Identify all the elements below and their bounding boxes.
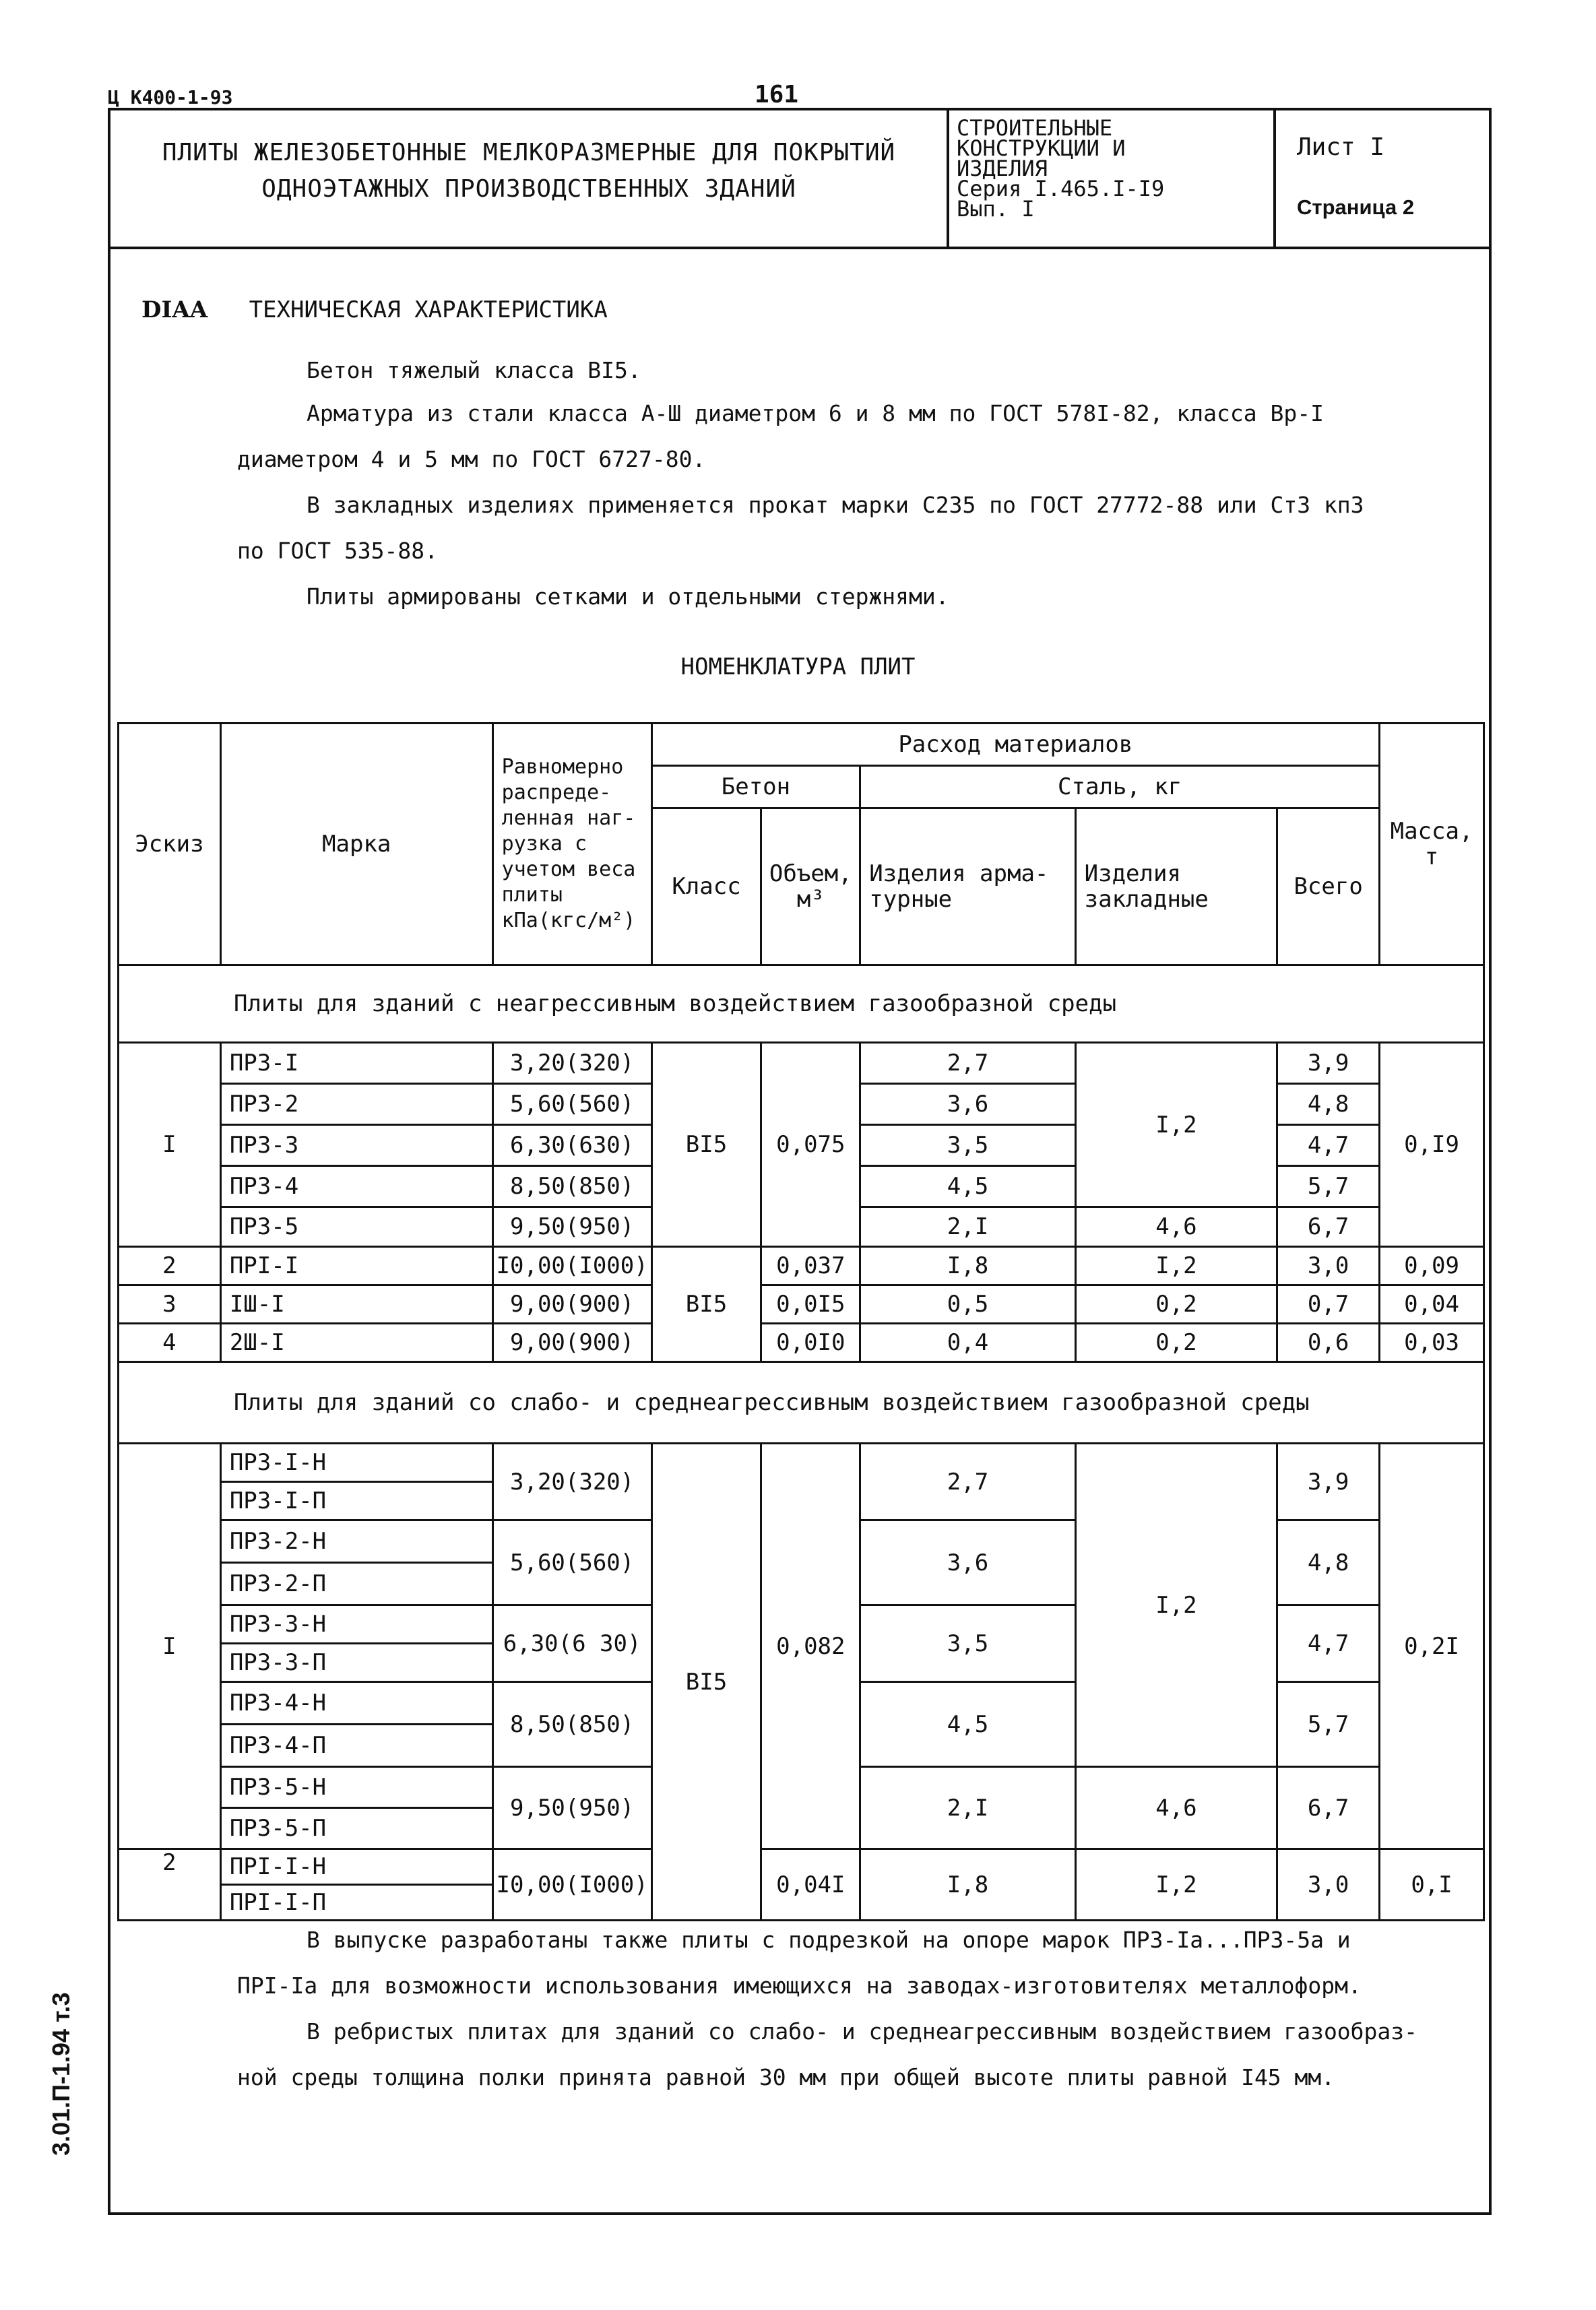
cell-obem: 0,082 bbox=[761, 1444, 860, 1849]
cell-klass: BI5 bbox=[651, 1247, 761, 1362]
cell-marka: ПР3-I-Н bbox=[220, 1444, 492, 1482]
cell-marka: ПРI-I-Н bbox=[220, 1849, 492, 1885]
cell-arm: I,8 bbox=[860, 1849, 1075, 1921]
cell-zakl: 4,6 bbox=[1075, 1767, 1277, 1849]
cell-massa: 0,2I bbox=[1380, 1444, 1484, 1849]
col-rashod: Расход материалов bbox=[651, 724, 1379, 766]
cell-marka: ПР3-5-Н bbox=[220, 1767, 492, 1808]
title-line: ПЛИТЫ ЖЕЛЕЗОБЕТОННЫЕ МЕЛКОРАЗМЕРНЫЕ ДЛЯ ПОКРЫТИЙ bbox=[162, 139, 896, 166]
cell-marka: ПР3-3 bbox=[220, 1125, 492, 1166]
cell-load: 8,50(850) bbox=[492, 1682, 651, 1767]
sheet-label: Лист I bbox=[1297, 133, 1385, 161]
col-vsego: Всего bbox=[1277, 808, 1380, 965]
cell-load: I0,00(I000) bbox=[492, 1849, 651, 1921]
section-title: ТЕХНИЧЕСКАЯ ХАРАКТЕРИСТИКА bbox=[249, 296, 608, 323]
nomenclature-table bbox=[117, 722, 1485, 1921]
footnote: ной среды толщина полки принята равной 30 мм при общей высоте плиты равной I45 мм. bbox=[237, 2064, 1335, 2090]
cell-obem: 0,075 bbox=[761, 1043, 860, 1247]
paragraph: диаметром 4 и 5 мм по ГОСТ 6727-80. bbox=[237, 446, 706, 472]
col-arm: Изделия арма-турные bbox=[860, 808, 1075, 965]
side-code: 3.01.П-1.94 т.3 bbox=[47, 1992, 75, 2156]
cell-massa: 0,I bbox=[1380, 1849, 1484, 1921]
cell-massa: 0,09 bbox=[1380, 1247, 1484, 1285]
series-line: КОНСТРУКЦИИ И bbox=[957, 135, 1126, 161]
col-marka: Марка bbox=[220, 724, 492, 965]
cell-load: 9,50(950) bbox=[492, 1207, 651, 1247]
cell-load: 5,60(560) bbox=[492, 1520, 651, 1605]
cell-arm: 4,5 bbox=[860, 1166, 1075, 1207]
col-klass: Класс bbox=[651, 808, 761, 965]
cell-zakl: I,2 bbox=[1075, 1849, 1277, 1921]
cell-obem: 0,0I0 bbox=[761, 1324, 860, 1362]
cell-load: 6,30(6 30) bbox=[492, 1605, 651, 1682]
cell-klass: BI5 bbox=[651, 1444, 761, 1921]
cell-massa: 0,I9 bbox=[1380, 1043, 1484, 1247]
title-divider bbox=[947, 108, 949, 249]
col-obem: Объем, м³ bbox=[761, 808, 860, 965]
cell-load: 3,20(320) bbox=[492, 1043, 651, 1084]
cell-vsego: 3,9 bbox=[1277, 1444, 1380, 1520]
table-row bbox=[119, 1285, 1484, 1324]
cell-zakl: I,2 bbox=[1075, 1043, 1277, 1207]
title-divider bbox=[1273, 108, 1276, 249]
cell-eskiz: 3 bbox=[119, 1285, 221, 1324]
col-stal: Сталь, кг bbox=[860, 766, 1380, 808]
cell-arm: 3,6 bbox=[860, 1084, 1075, 1125]
page-label: Страница 2 bbox=[1297, 195, 1415, 219]
table-row bbox=[119, 1247, 1484, 1285]
cell-arm: 2,I bbox=[860, 1767, 1075, 1849]
cell-eskiz: I bbox=[119, 1444, 221, 1849]
page-number: 161 bbox=[755, 81, 799, 108]
cell-zakl: I,2 bbox=[1075, 1247, 1277, 1285]
table-row bbox=[119, 1849, 1484, 1885]
cell-vsego: 4,7 bbox=[1277, 1125, 1380, 1166]
footnote: В выпуске разработаны также плиты с подрезкой на опоре марок ПР3-Iа...ПР3-5а и bbox=[307, 1927, 1351, 1953]
cell-arm: 2,I bbox=[860, 1207, 1075, 1247]
paragraph: Плиты армированы сетками и отдельными стержнями. bbox=[307, 583, 949, 610]
col-eskiz: Эскиз bbox=[119, 724, 221, 965]
cell-vsego: 4,8 bbox=[1277, 1084, 1380, 1125]
cell-marka: ПР3-2-П bbox=[220, 1563, 492, 1605]
cell-vsego: 4,8 bbox=[1277, 1520, 1380, 1605]
cell-vsego: 3,0 bbox=[1277, 1247, 1380, 1285]
cell-marka: ПР3-4-Н bbox=[220, 1682, 492, 1725]
cell-klass: BI5 bbox=[651, 1043, 761, 1247]
table-row bbox=[119, 1324, 1484, 1362]
cell-eskiz: I bbox=[119, 1043, 221, 1247]
cell-vsego: 3,0 bbox=[1277, 1849, 1380, 1921]
cell-obem: 0,04I bbox=[761, 1849, 860, 1921]
col-load: Равномерно распреде-ленная наг-рузка с учетом веса плиты кПа(кгс/м²) bbox=[492, 724, 651, 965]
cell-marka: ПР3-2-Н bbox=[220, 1520, 492, 1563]
cell-arm: 0,5 bbox=[860, 1285, 1075, 1324]
paragraph: Бетон тяжелый класса BI5. bbox=[307, 357, 641, 383]
cell-marka: 2Ш-I bbox=[220, 1324, 492, 1362]
cell-vsego: 5,7 bbox=[1277, 1682, 1380, 1767]
cell-marka: ПР3-5-П bbox=[220, 1808, 492, 1849]
cell-arm: 3,5 bbox=[860, 1125, 1075, 1166]
cell-obem: 0,0I5 bbox=[761, 1285, 860, 1324]
cell-zakl: I,2 bbox=[1075, 1444, 1277, 1767]
cell-arm: 2,7 bbox=[860, 1043, 1075, 1084]
cell-load: 9,00(900) bbox=[492, 1285, 651, 1324]
cell-marka: ПР3-3-Н bbox=[220, 1605, 492, 1644]
cell-eskiz: 2 bbox=[119, 1247, 221, 1285]
paragraph: Арматура из стали класса А-Ш диаметром 6 и 8 мм по ГОСТ 578I-82, класса Вр-I bbox=[307, 400, 1324, 426]
document-title bbox=[135, 135, 923, 207]
footnote: В ребристых плитах для зданий со слабо- и среднеагрессивным воздействием газообраз- bbox=[307, 2018, 1418, 2045]
section-label: Плиты для зданий со слабо- и среднеагрессивным воздействием газообразной среды bbox=[119, 1362, 1484, 1444]
title-line: ОДНОЭТАЖНЫХ ПРОИЗВОДСТВЕННЫХ ЗДАНИЙ bbox=[261, 175, 796, 203]
col-zakl: Изделия закладные bbox=[1075, 808, 1277, 965]
series-line: Вып. I bbox=[957, 196, 1035, 222]
cell-arm: 3,6 bbox=[860, 1520, 1075, 1605]
cell-vsego: 6,7 bbox=[1277, 1207, 1380, 1247]
cell-zakl: 0,2 bbox=[1075, 1324, 1277, 1362]
cell-arm: 3,5 bbox=[860, 1605, 1075, 1682]
cell-marka: ПР3-5 bbox=[220, 1207, 492, 1247]
section-heading bbox=[141, 296, 608, 323]
paragraph: В закладных изделиях применяется прокат марки С235 по ГОСТ 27772-88 или Ст3 кп3 bbox=[307, 492, 1364, 518]
section-label: Плиты для зданий с неагрессивным воздействием газообразной среды bbox=[119, 965, 1484, 1043]
cell-massa: 0,03 bbox=[1380, 1324, 1484, 1362]
table-title: НОМЕНКЛАТУРА ПЛИТ bbox=[680, 653, 916, 680]
document-code: Ц К400-1-93 bbox=[108, 86, 233, 108]
cell-load: I0,00(I000) bbox=[492, 1247, 651, 1285]
table-row bbox=[119, 1043, 1484, 1084]
cell-marka: ПР3-3-П bbox=[220, 1644, 492, 1682]
cell-marka: ПРI-I-П bbox=[220, 1885, 492, 1921]
cell-vsego: 0,6 bbox=[1277, 1324, 1380, 1362]
col-massa: Масса, т bbox=[1380, 724, 1484, 965]
cell-load: 8,50(850) bbox=[492, 1166, 651, 1207]
cell-load: 5,60(560) bbox=[492, 1084, 651, 1125]
series-info bbox=[957, 115, 1165, 222]
cell-vsego: 5,7 bbox=[1277, 1166, 1380, 1207]
cell-vsego: 3,9 bbox=[1277, 1043, 1380, 1084]
table-row bbox=[119, 1444, 1484, 1482]
section-code: DIAA bbox=[141, 296, 208, 323]
cell-eskiz: 2 bbox=[119, 1849, 221, 1921]
cell-massa: 0,04 bbox=[1380, 1285, 1484, 1324]
cell-marka: ПР3-4 bbox=[220, 1166, 492, 1207]
cell-arm: I,8 bbox=[860, 1247, 1075, 1285]
cell-load: 3,20(320) bbox=[492, 1444, 651, 1520]
cell-marka: IШ-I bbox=[220, 1285, 492, 1324]
cell-eskiz: 4 bbox=[119, 1324, 221, 1362]
cell-arm: 4,5 bbox=[860, 1682, 1075, 1767]
cell-marka: ПР3-2 bbox=[220, 1084, 492, 1125]
cell-load: 6,30(630) bbox=[492, 1125, 651, 1166]
section-row bbox=[119, 1362, 1484, 1444]
col-beton: Бетон bbox=[651, 766, 860, 808]
footnote: ПРI-Iа для возможности использования имеющихся на заводах-изготовителях металлоформ. bbox=[237, 1972, 1362, 1999]
cell-arm: 0,4 bbox=[860, 1324, 1075, 1362]
paragraph: по ГОСТ 535-88. bbox=[237, 538, 439, 564]
cell-zakl: 4,6 bbox=[1075, 1207, 1277, 1247]
cell-arm: 2,7 bbox=[860, 1444, 1075, 1520]
cell-marka: ПРI-I bbox=[220, 1247, 492, 1285]
cell-vsego: 4,7 bbox=[1277, 1605, 1380, 1682]
section-row bbox=[119, 965, 1484, 1043]
table-header-row bbox=[119, 724, 1484, 766]
cell-marka: ПР3-I bbox=[220, 1043, 492, 1084]
cell-vsego: 6,7 bbox=[1277, 1767, 1380, 1849]
cell-marka: ПР3-I-П bbox=[220, 1482, 492, 1520]
series-line: СТРОИТЕЛЬНЫЕ bbox=[957, 115, 1113, 141]
series-line: ИЗДЕЛИЯ bbox=[957, 156, 1048, 181]
series-line: Серия I.465.I-I9 bbox=[957, 176, 1165, 201]
cell-marka: ПР3-4-П bbox=[220, 1725, 492, 1767]
cell-zakl: 0,2 bbox=[1075, 1285, 1277, 1324]
cell-vsego: 0,7 bbox=[1277, 1285, 1380, 1324]
cell-load: 9,50(950) bbox=[492, 1767, 651, 1849]
cell-obem: 0,037 bbox=[761, 1247, 860, 1285]
cell-load: 9,00(900) bbox=[492, 1324, 651, 1362]
